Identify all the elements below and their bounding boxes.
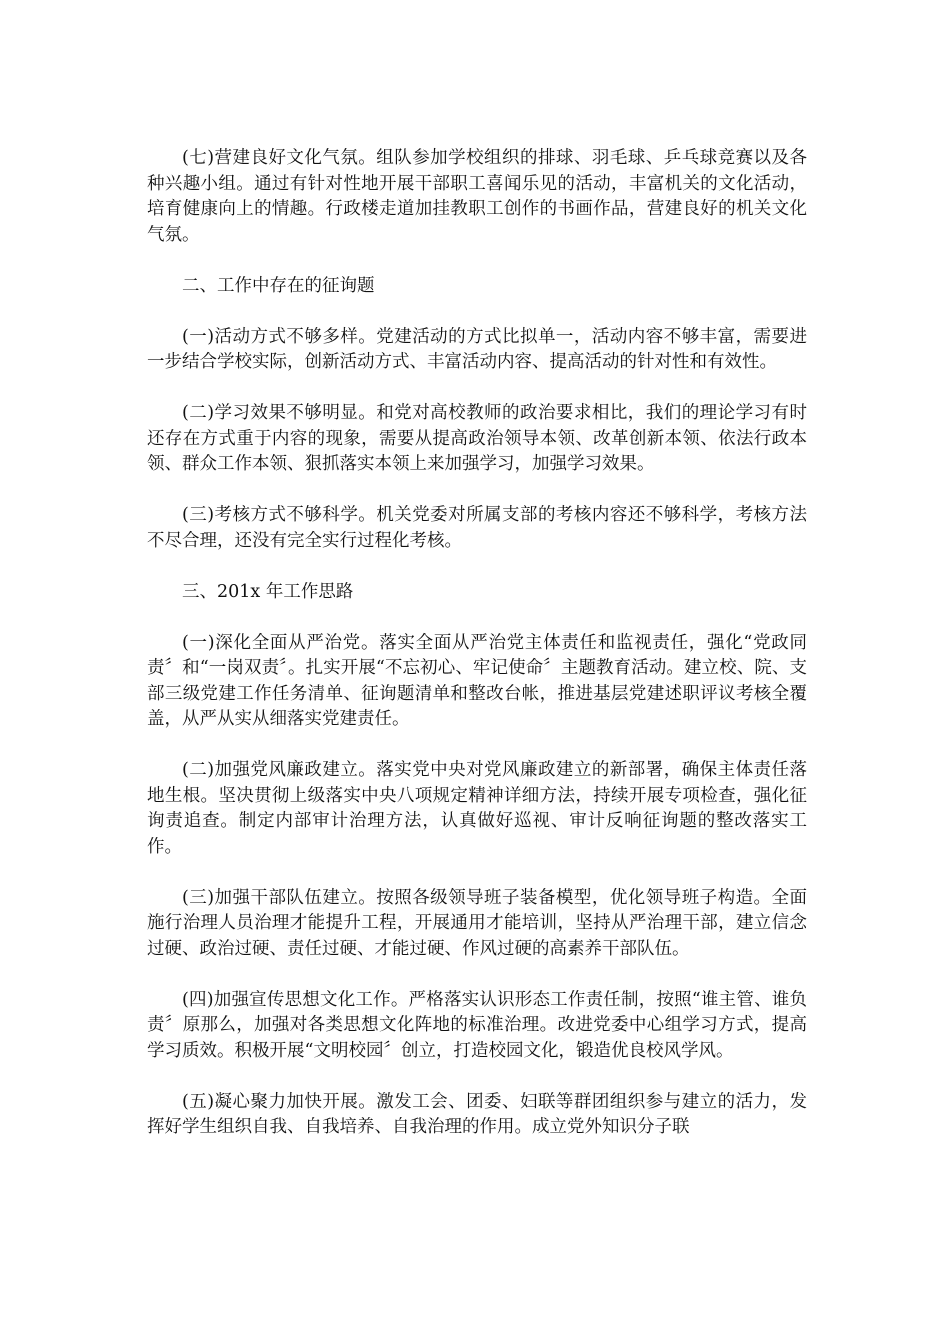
paragraph-assessment-methods: (三)考核方式不够科学。机关党委对所属支部的考核内容还不够科学，考核方法不尽合理，还没有完全实行过程化考核。 xyxy=(147,505,807,551)
paragraph-cadre-team: (三)加强干部队伍建立。按照各级领导班子装备模型，优化领导班子构造。全面施行治理人员治理才能提升工程，开展通用才能培训，坚持从严治理干部，建立信念过硬、政治过硬、责任过硬、才能过硬、作风过硬的高素养干部队伍。 xyxy=(147,887,807,959)
section-heading-work-plan: 三、201x 年工作思路 xyxy=(182,581,354,602)
paragraph-strict-governance: (一)深化全面从严治党。落实全面从严治党主体责任和监视责任，强化“党政同责〞和“一岗双责〞。扎实开展“不忘初心、牢记使命〞主题教育活动。建立校、院、支部三级党建工作任务清单、征询题清单和整改台帐，推进基层党建述职评议考核全覆盖，从严从实从细落实党建责任。 xyxy=(147,632,807,729)
paragraph-cohesion-development: (五)凝心聚力加快开展。激发工会、团委、妇联等群团组织参与建立的活力，发挥好学生组织自我、自我培养、自我治理的作用。成立党外知识分子联 xyxy=(147,1091,807,1137)
paragraph-publicity-culture: (四)加强宣传思想文化工作。严格落实认识形态工作责任制，按照“谁主管、谁负责〞原那么，加强对各类思想文化阵地的标准治理。改进党委中心组学习方式，提高学习质效。积极开展“文明校园〞创立，打造校园文化，锻造优良校风学风。 xyxy=(147,989,807,1061)
document-page xyxy=(147,146,807,1166)
paragraph-learning-effect: (二)学习效果不够明显。和党对高校教师的政治要求相比，我们的理论学习有时还存在方式重于内容的现象，需要从提高政治领导本领、改革创新本领、依法行政本领、群众工作本领、狠抓落实本领上来加强学习，加强学习效果。 xyxy=(147,403,807,474)
paragraph-activity-methods: (一)活动方式不够多样。党建活动的方式比拟单一，活动内容不够丰富，需要进一步结合学校实际，创新活动方式、丰富活动内容、提高活动的针对性和有效性。 xyxy=(147,326,807,372)
paragraph-culture-atmosphere: (七)营建良好文化气氛。组队参加学校组织的排球、羽毛球、乒乓球竞赛以及各种兴趣小组。通过有针对性地开展干部职工喜闻乐见的活动，丰富机关的文化活动，培育健康向上的情趣。行政楼走道加挂教职工创作的书画作品，营建良好的机关文化气氛。 xyxy=(147,148,807,245)
paragraph-integrity-building: (二)加强党风廉政建立。落实党中央对党风廉政建立的新部署，确保主体责任落地生根。坚决贯彻上级落实中央八项规定精神详细方法，持续开展专项检查，强化征询责追查。制定内部审计治理方法，认真做好巡视、审计反响征询题的整改落实工作。 xyxy=(147,760,807,857)
section-heading-problems: 二、工作中存在的征询题 xyxy=(182,275,375,296)
